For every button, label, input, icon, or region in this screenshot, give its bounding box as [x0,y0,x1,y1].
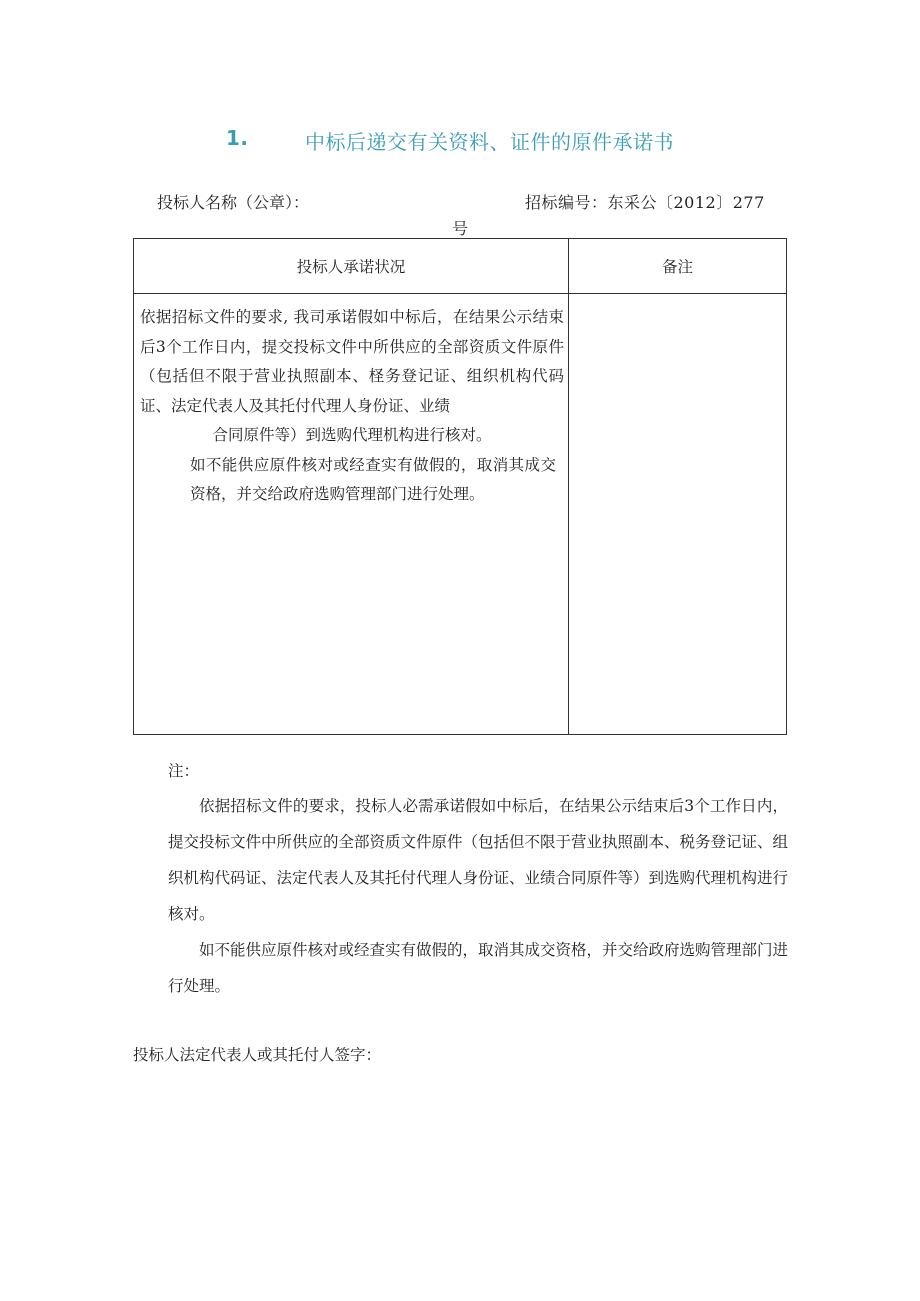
title-text: 中标后递交有关资料、证件的原件承诺书 [305,130,674,154]
header-commitment-status: 投标人承诺状况 [134,239,569,294]
commitment-paragraph-1-text: 依据招标文件的要求, 我司承诺假如中标后，在结果公示结束后3个工作日内，提交投标文件中所供应的全部资质文件原件（包括但不限于营业执照副本、柽务登记证、组织机构代码证、法定代表人及其托付代理人身份证、业绩 [140,308,564,415]
bid-number-label: 招标编号：东采公〔2012〕277 [525,193,765,212]
title-number: 1. [226,126,249,150]
commitment-paragraph-1-last-line: 合同原件等）到选购代理机构进行核对。 [212,426,492,444]
signature-label: 投标人法定代表人或其托付人签字： [133,1046,382,1064]
commitment-table [133,238,787,735]
commitment-paragraph-1 [140,303,564,451]
commitment-paragraph-2: 如不能供应原件核对或经查实有做假的，取消其成交资格，并交给政府选购管理部门进行处理。 [190,455,556,503]
note-body [168,788,788,1004]
bid-number-suffix: 号 [452,219,469,238]
header-remarks: 备注 [569,239,787,294]
note-paragraph-2: 如不能供应原件核对或经查实有做假的，取消其成交资格，并交给政府选购管理部门进行处理。 [168,941,789,995]
remarks-cell [569,294,787,735]
note-label: 注： [168,762,200,780]
note-paragraph-1: 依据招标文件的要求，投标人必需承诺假如中标后，在结果公示结束后3个工作日内，提交投标文件中所供应的全部资质文件原件（包括但不限于营业执照副本、税务登记证、组织机构代码证、法定代表人及其托付代理人身份证、业绩合同原件等）到选购代理机构进行核对。 [168,797,789,923]
commitment-cell [134,294,569,735]
bidder-name-label: 投标人名称（公章）： [157,193,310,212]
table-row [134,294,787,735]
table-header-row [134,239,787,294]
